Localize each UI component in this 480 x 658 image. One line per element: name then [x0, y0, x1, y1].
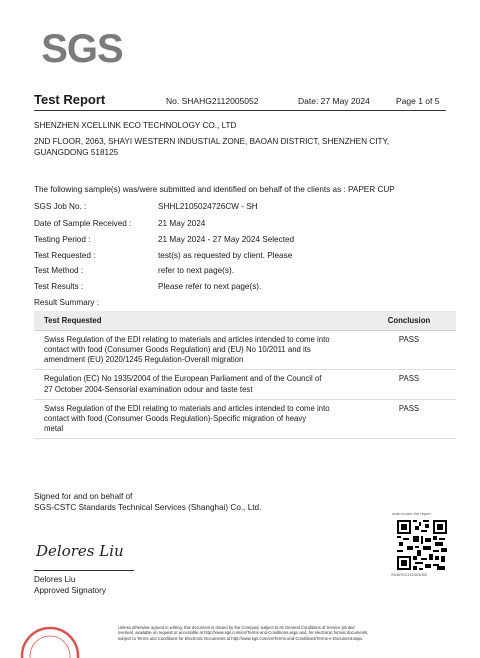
- qr-code-icon[interactable]: [397, 520, 447, 570]
- table-row: [34, 370, 456, 399]
- client-address-line1: 2ND FLOOR, 2063, SHAYI WESTERN INDUSTIAL ZONE, BAOAN DISTRICT, SHENZHEN CITY,: [34, 137, 390, 146]
- footer-line: overleaf, available on request or accessible at http://www.sgs.com/en/Terms-and-Conditions.aspx and, for electronic format documents,: [118, 630, 369, 636]
- signature-handwriting: Delores Liu: [36, 542, 124, 560]
- header-divider: [34, 110, 446, 111]
- detail-value-date-received: 21 May 2024: [158, 219, 206, 228]
- test-description: [34, 370, 362, 399]
- detail-label-date-received: Date of Sample Received :: [34, 219, 132, 228]
- test-line: amendment (EU) 2020/1245 Regulation-Overall migration: [44, 355, 244, 365]
- detail-value-job-no: SHHL2105024726CW - SH: [158, 202, 258, 211]
- client-name: SHENZHEN XCELLINK ECO TECHNOLOGY CO., LTD: [34, 121, 237, 130]
- signing-company: SGS-CSTC Standards Technical Services (Shanghai) Co., Ltd.: [34, 503, 262, 512]
- client-address-line2: GUANGDONG 518125: [34, 148, 119, 157]
- result-summary-table: [34, 311, 456, 439]
- qr-caption: scan to see the report: [392, 511, 431, 516]
- footer-line: subject to Terms and Conditions for Electronic Documents at http://www.sgs.com/en/Terms-and-Conditions/Terms-e-Document.aspx.: [118, 635, 364, 641]
- report-title: Test Report: [34, 92, 106, 107]
- detail-label-job-no: SGS Job No. :: [34, 202, 87, 211]
- col-conclusion: Conclusion: [362, 311, 456, 331]
- table-row: [34, 331, 456, 370]
- sgs-logo: [36, 24, 128, 70]
- handwritten-signature: [34, 530, 144, 566]
- test-description: [34, 399, 362, 438]
- detail-value-test-requested: test(s) as requested by client. Please: [158, 251, 293, 260]
- test-description: [34, 331, 362, 370]
- sgs-logo-text: SGS: [41, 27, 123, 70]
- report-number: No. SHAHG2112005052: [166, 96, 259, 106]
- signed-on-behalf-label: Signed for and on behalf of: [34, 492, 133, 501]
- result-summary-label: Result Summary :: [34, 298, 100, 307]
- detail-value-test-method: refer to next page(s).: [158, 266, 234, 275]
- detail-label-testing-period: Testing Period :: [34, 235, 91, 244]
- col-test-requested: Test Requested: [34, 311, 362, 331]
- detail-label-test-requested: Test Requested :: [34, 251, 96, 260]
- conclusion-cell: PASS: [362, 370, 456, 399]
- qr-report-id: SHAHG2112005052: [391, 572, 428, 577]
- footer-terms: [118, 625, 448, 641]
- detail-value-test-results: Please refer to next page(s).: [158, 282, 262, 291]
- detail-value-testing-period: 21 May 2024 - 27 May 2024 Selected: [158, 235, 295, 244]
- test-line: contact with food (Consumer Goods Regulation)-Specific migration of heavy: [44, 413, 307, 423]
- test-line: contact with food (Consumer Goods Regulation) and (EU) No 10/2011 and its: [44, 345, 311, 355]
- signature-line: [34, 570, 134, 571]
- signatory-title: Approved Signatory: [34, 586, 106, 595]
- signatory-name: Delores Liu: [34, 575, 76, 584]
- test-line: Swiss Regulation of the EDI relating to materials and articles intended to come into: [44, 335, 330, 344]
- company-seal-stamp: [20, 618, 80, 658]
- report-date: Date: 27 May 2024: [298, 96, 370, 106]
- test-line: metal: [44, 423, 64, 433]
- table-row: [34, 399, 456, 438]
- test-line: 27 October 2004-Sensorial examination odour and taste test: [44, 384, 253, 394]
- test-line: Regulation (EC) No 1935/2004 of the European Parliament and of the Council of: [44, 374, 322, 384]
- page-indicator: Page 1 of 5: [396, 96, 440, 106]
- detail-label-test-method: Test Method :: [34, 266, 84, 275]
- conclusion-cell: PASS: [362, 399, 456, 438]
- footer-line: Unless otherwise agreed in writing, this document is issued by the Company subject to its General Conditions of Service printed: [118, 625, 355, 630]
- conclusion-cell: PASS: [362, 331, 456, 370]
- test-line: Swiss Regulation of the EDI relating to materials and articles intended to come into: [44, 403, 330, 413]
- sample-intro: The following sample(s) was/were submitted and identified on behalf of the clients as : PAPER CUP: [34, 185, 395, 194]
- detail-label-test-results: Test Results :: [34, 282, 84, 291]
- summary-header-row: [34, 311, 456, 331]
